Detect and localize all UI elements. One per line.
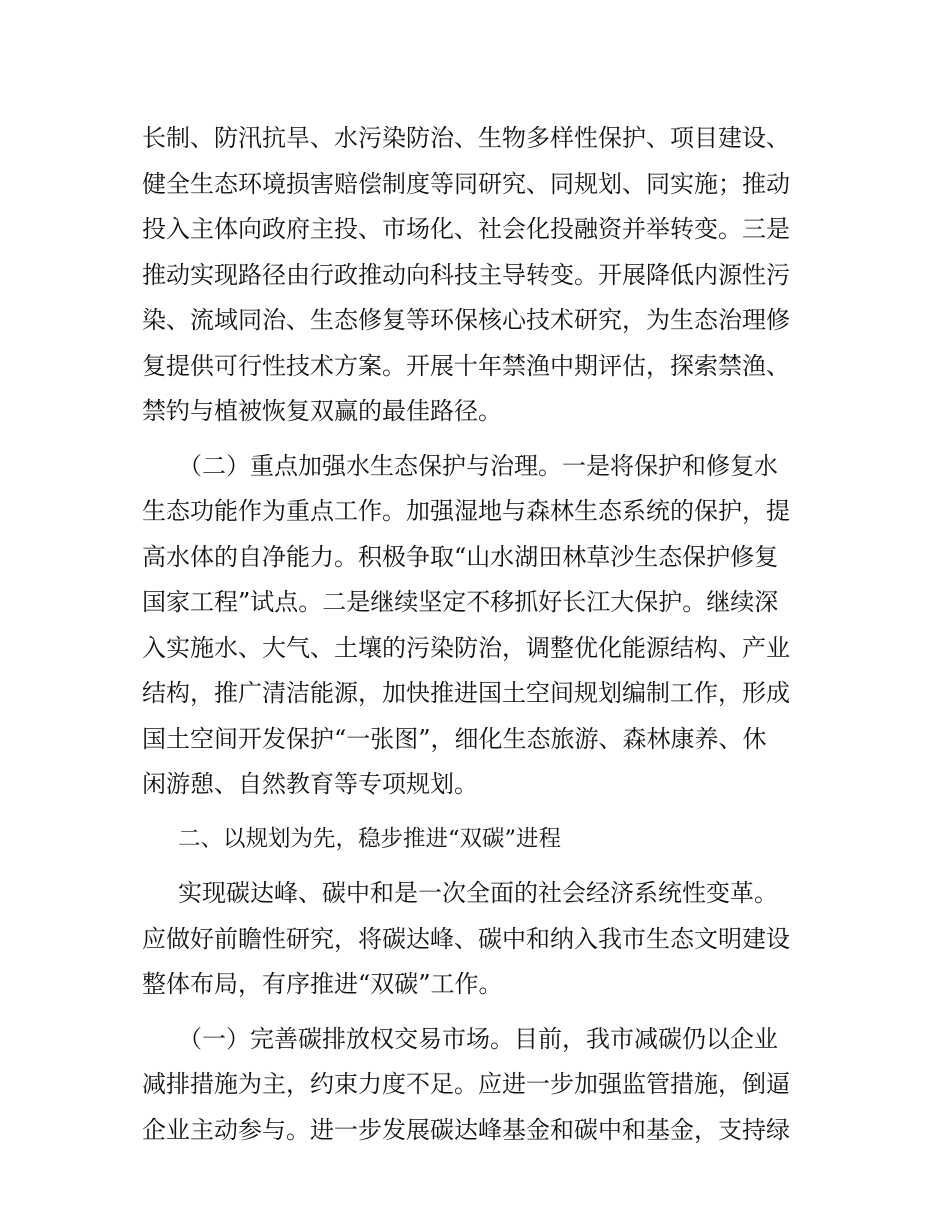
paragraph-line: 禁钓与植被恢复双赢的最佳路径。 bbox=[142, 397, 502, 425]
document-body bbox=[142, 116, 812, 1153]
paragraph-line: 应做好前瞻性研究，将碳达峰、碳中和纳入我市生态文明建设 bbox=[142, 924, 790, 953]
paragraph-line: （一）完善碳排放权交易市场。目前，我市减碳仍以企业 bbox=[178, 1024, 778, 1053]
paragraph-line: 入实施水、大气、土壤的污染防治，调整优化能源结构、产业 bbox=[142, 633, 790, 662]
paragraph-line: 推动实现路径由行政推动向科技主导转变。开展降低内源性污 bbox=[142, 260, 790, 289]
paragraph-line: 国家工程”试点。二是继续坚定不移抓好长江大保护。继续深 bbox=[142, 588, 779, 616]
paragraph-line: 整体布局，有序推进“双碳”工作。 bbox=[142, 970, 503, 998]
paragraph-line: 健全生态环境损害赔偿制度等同研究、同规划、同实施；推动 bbox=[142, 169, 790, 198]
paragraph-line: 染、流域同治、生态修复等环保核心技术研究，为生态治理修 bbox=[142, 306, 790, 334]
paragraph-line: 高水体的自净能力。积极争取“山水湖田林草沙生态保护修复 bbox=[142, 542, 779, 571]
paragraph-line: 长制、防汛抗旱、水污染防治、生物多样性保护、项目建设、 bbox=[142, 124, 790, 152]
paragraph-line: 闲游憩、自然教育等专项规划。 bbox=[142, 770, 478, 798]
paragraph-line: 结构，推广清洁能源，加快推进国土空间规划编制工作，形成 bbox=[142, 679, 790, 707]
paragraph-line: 减排措施为主，约束力度不足。应进一步加强监管措施，倒逼 bbox=[142, 1070, 790, 1098]
paragraph-line: 复提供可行性技术方案。开展十年禁渔中期评估，探索禁渔、 bbox=[142, 351, 790, 380]
section-heading: 二、以规划为先，稳步推进“双碳”进程 bbox=[178, 825, 562, 852]
paragraph-line: 实现碳达峰、碳中和是一次全面的社会经济系统性变革。 bbox=[178, 879, 778, 907]
paragraph-line: 生态功能作为重点工作。加强湿地与森林生态系统的保护，提 bbox=[142, 497, 790, 525]
paragraph-line: （二）重点加强水生态保护与治理。一是将保护和修复水 bbox=[178, 451, 778, 480]
paragraph-line: 国土空间开发保护“一张图”，细化生态旅游、森林康养、休 bbox=[142, 724, 767, 753]
paragraph-line: 企业主动参与。进一步发展碳达峰基金和碳中和基金，支持绿 bbox=[142, 1115, 790, 1144]
paragraph-line: 投入主体向政府主投、市场化、社会化投融资并举转变。三是 bbox=[142, 215, 790, 243]
